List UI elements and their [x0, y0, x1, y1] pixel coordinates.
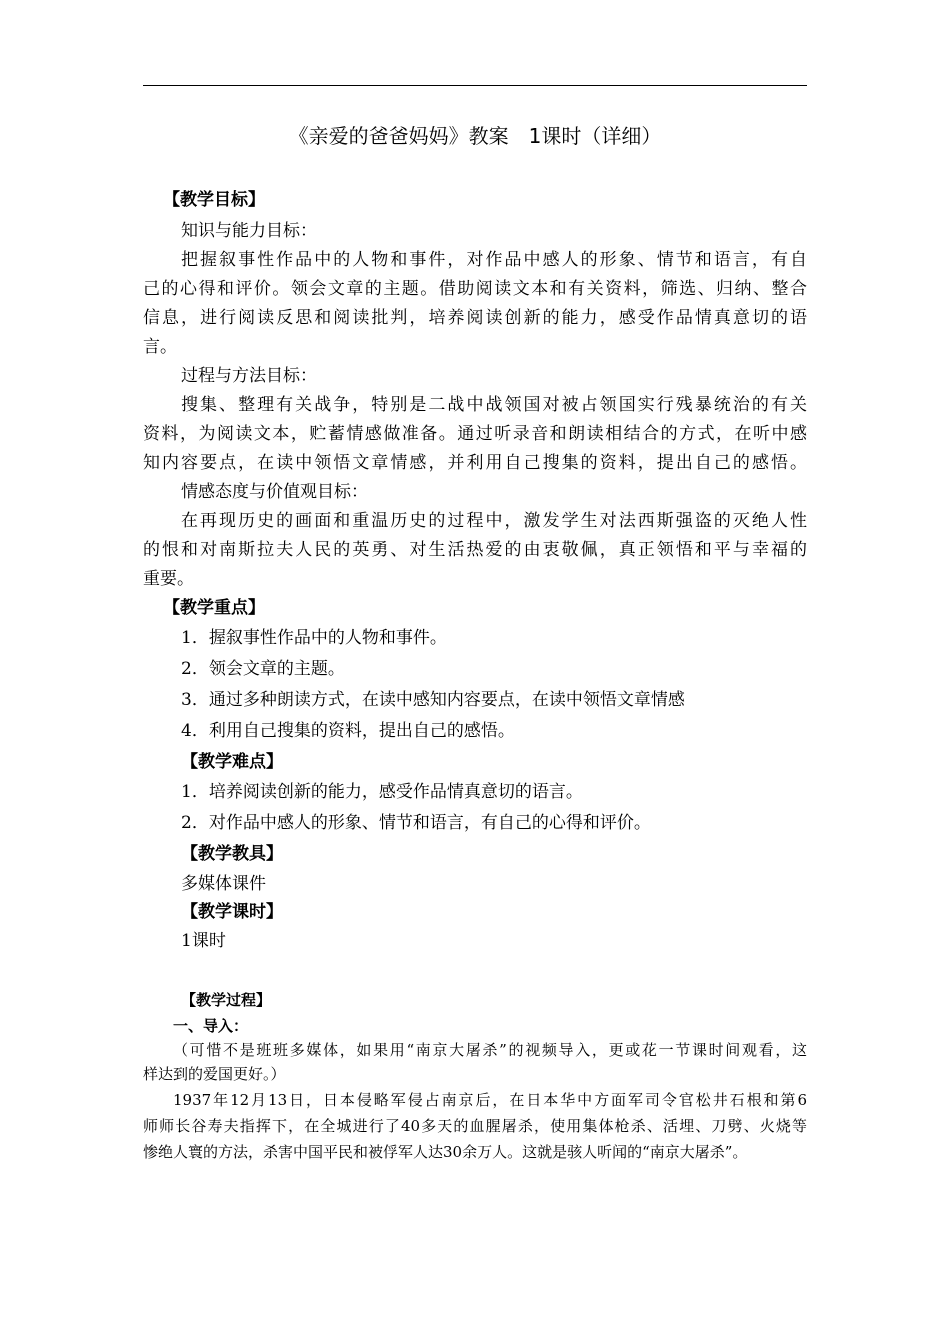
- knowledge-line: 己的心得和评价。领会文章的主题。借助阅读文本和有关资料，筛选、归纳、整合: [143, 279, 807, 299]
- process-goal-line: 知内容要点，在读中领悟文章情感，并利用自己搜集的资料，提出自己的感悟。: [143, 453, 807, 473]
- note-line: 样达到的爱国更好。）: [143, 1065, 286, 1083]
- step-heading: 一、导入：: [173, 1017, 249, 1035]
- process-heading: 【教学过程】: [181, 991, 272, 1009]
- objectives-heading: 【教学目标】: [163, 190, 265, 210]
- key-point-item: 1．握叙事性作品中的人物和事件。: [181, 628, 447, 648]
- tools-value: 多媒体课件: [181, 874, 266, 894]
- period-heading: 【教学课时】: [181, 902, 283, 922]
- key-points-heading: 【教学重点】: [163, 598, 265, 618]
- period-value: 1课时: [181, 931, 226, 951]
- difficulties-heading: 【教学难点】: [181, 752, 283, 772]
- difficulty-item: 1．培养阅读创新的能力，感受作品情真意切的语言。: [181, 782, 583, 802]
- knowledge-line: 言。: [143, 337, 177, 357]
- key-point-item: 4．利用自己搜集的资料，提出自己的感悟。: [181, 721, 515, 741]
- emotion-line: 的恨和对南斯拉夫人民的英勇、对生活热爱的由衷敬佩，真正领悟和平与幸福的: [143, 540, 807, 560]
- emotion-heading: 情感态度与价值观目标：: [181, 482, 368, 502]
- emotion-line: 在再现历史的画面和重温历史的过程中，激发学生对法西斯强盗的灭绝人性: [181, 511, 807, 531]
- knowledge-line: 把握叙事性作品中的人物和事件，对作品中感人的形象、情节和语言，有自: [181, 250, 807, 270]
- difficulty-item: 2．对作品中感人的形象、情节和语言，有自己的心得和评价。: [181, 813, 651, 833]
- paragraph-line: 师师长谷寿夫指挥下，在全城进行了40多天的血腥屠杀，使用集体枪杀、活埋、刀劈、火烧等: [143, 1117, 807, 1135]
- paragraph-line: 惨绝人寰的方法，杀害中国平民和被俘军人达30余万人。这就是骇人听闻的“南京大屠杀”。: [143, 1143, 748, 1161]
- process-goal-line: 资料，为阅读文本，贮蓄情感做准备。通过听录音和朗读相结合的方式，在听中感: [143, 424, 807, 444]
- tools-heading: 【教学教具】: [181, 844, 283, 864]
- note-line: （可惜不是班班多媒体，如果用“南京大屠杀”的视频导入，更或花一节课时间观看，这: [173, 1041, 807, 1059]
- process-goal-heading: 过程与方法目标：: [181, 366, 317, 386]
- document-title: 《亲爱的爸爸妈妈》教案 1课时（详细）: [288, 124, 662, 148]
- key-point-item: 2．领会文章的主题。: [181, 659, 345, 679]
- emotion-line: 重要。: [143, 569, 194, 589]
- header-rule: [143, 85, 807, 86]
- process-goal-line: 搜集、整理有关战争，特别是二战中战领国对被占领国实行残暴统治的有关: [181, 395, 807, 415]
- knowledge-heading: 知识与能力目标：: [181, 221, 317, 241]
- paragraph-line: 1937年12月13日，日本侵略军侵占南京后，在日本华中方面军司令官松井石根和第6: [173, 1091, 807, 1109]
- knowledge-line: 信息，进行阅读反思和阅读批判，培养阅读创新的能力，感受作品情真意切的语: [143, 308, 807, 328]
- key-point-item: 3．通过多种朗读方式，在读中感知内容要点，在读中领悟文章情感: [181, 690, 685, 710]
